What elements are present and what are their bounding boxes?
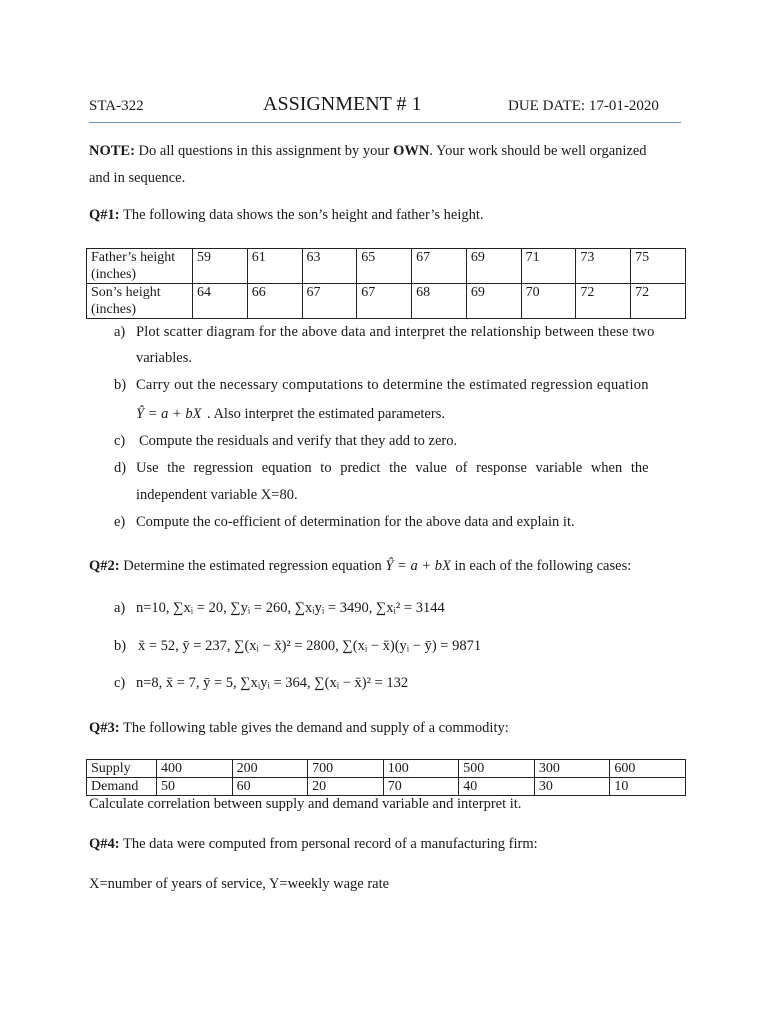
q1b-line-2: . Also interpret the estimated parameters. <box>207 406 445 422</box>
q2b-label: b) <box>114 638 127 654</box>
table-cell: 69 <box>466 249 521 284</box>
q1c-label: c) <box>114 433 126 449</box>
note-text-a: Do all questions in this assignment by your <box>134 143 394 159</box>
table-row <box>87 249 686 284</box>
table-cell: 67 <box>302 284 357 319</box>
table-cell: 30 <box>534 778 610 796</box>
q1-label: Q#1: <box>89 207 120 223</box>
q3-label: Q#3: <box>89 720 120 736</box>
course-code: STA-322 <box>89 98 144 114</box>
q2a-formula: n=10, ∑xᵢ = 20, ∑yᵢ = 260, ∑xᵢyᵢ = 3490, ∑xᵢ² = 3144 <box>136 600 445 616</box>
q1-height-table <box>86 248 686 319</box>
q1d-label: d) <box>114 460 127 476</box>
table-cell: 40 <box>459 778 535 796</box>
q3-heading <box>89 720 509 737</box>
q1b-equation: Ŷ = a + bX <box>136 406 202 422</box>
table-cell: 20 <box>308 778 384 796</box>
table-cell: 73 <box>576 249 631 284</box>
q2-text-a: Determine the estimated regression equation <box>119 558 386 574</box>
q1e-label: e) <box>114 514 126 530</box>
table-cell: 67 <box>412 249 467 284</box>
table-cell: 70 <box>383 778 459 796</box>
q1-text: The following data shows the son’s height and father’s height. <box>119 207 484 223</box>
q3-supply-demand-table <box>86 759 686 796</box>
q2a-label: a) <box>114 600 126 616</box>
note-label: NOTE: <box>89 143 135 159</box>
page-title: ASSIGNMENT # 1 <box>263 93 422 115</box>
table-cell: 700 <box>308 760 384 778</box>
table-cell: 60 <box>232 778 308 796</box>
table-row <box>87 284 686 319</box>
table-cell: 75 <box>631 249 686 284</box>
row-header: Son’s height (inches) <box>87 284 193 319</box>
table-cell: 500 <box>459 760 535 778</box>
table-cell: 65 <box>357 249 412 284</box>
due-date: DUE DATE: 17-01-2020 <box>508 98 659 114</box>
table-cell: 400 <box>157 760 233 778</box>
q1a-line-1: Plot scatter diagram for the above data and interpret the relationship between these two <box>136 324 655 340</box>
q2c-label: c) <box>114 675 126 691</box>
table-cell: 61 <box>247 249 302 284</box>
q2b-formula: x̄ = 52, ȳ = 237, ∑(xᵢ − x̄)² = 2800, ∑(xᵢ − x̄)(yᵢ − ȳ) = 9871 <box>138 638 482 654</box>
q2-label: Q#2: <box>89 558 120 574</box>
header-divider <box>89 122 681 123</box>
table-cell: 66 <box>247 284 302 319</box>
table-cell: 67 <box>357 284 412 319</box>
q1a-line-2: variables. <box>136 350 192 366</box>
q2-heading <box>89 558 631 575</box>
note-text-b: . Your work should be well organized <box>429 143 647 159</box>
table-row <box>87 778 686 796</box>
q1d-line-2: independent variable X=80. <box>136 487 298 503</box>
q4-text: The data were computed from personal record of a manufacturing firm: <box>119 836 538 852</box>
table-cell: 59 <box>193 249 248 284</box>
q1c-text: Compute the residuals and verify that they add to zero. <box>139 433 458 449</box>
table-cell: 70 <box>521 284 576 319</box>
table-cell: 50 <box>157 778 233 796</box>
q1-heading <box>89 207 484 224</box>
table-row <box>87 760 686 778</box>
q1b-label: b) <box>114 377 127 393</box>
table-cell: 63 <box>302 249 357 284</box>
q4-label: Q#4: <box>89 836 120 852</box>
q2-equation: Ŷ = a + bX <box>385 558 451 574</box>
table-cell: 64 <box>193 284 248 319</box>
q2c-formula: n=8, x̄ = 7, ȳ = 5, ∑xᵢyᵢ = 364, ∑(xᵢ − x̄)² = 132 <box>136 675 409 691</box>
table-cell: 69 <box>466 284 521 319</box>
q1b-line-1: Carry out the necessary computations to determine the estimated regression equation <box>136 377 649 393</box>
q3-instruction: Calculate correlation between supply and demand variable and interpret it. <box>89 796 522 812</box>
table-cell: 68 <box>412 284 467 319</box>
row-header: Demand <box>87 778 157 796</box>
row-header: Supply <box>87 760 157 778</box>
q4-heading <box>89 836 538 853</box>
note-line-2: and in sequence. <box>89 170 186 186</box>
table-cell: 600 <box>610 760 686 778</box>
table-cell: 300 <box>534 760 610 778</box>
table-cell: 71 <box>521 249 576 284</box>
q1e-text: Compute the co-efficient of determination for the above data and explain it. <box>136 514 575 530</box>
table-cell: 72 <box>631 284 686 319</box>
q3-text: The following table gives the demand and supply of a commodity: <box>119 720 509 736</box>
q2-text-b: in each of the following cases: <box>450 558 632 574</box>
table-cell: 72 <box>576 284 631 319</box>
row-header: Father’s height (inches) <box>87 249 193 284</box>
q1a-label: a) <box>114 324 126 340</box>
q1d-line-1: Use the regression equation to predict the value of response variable when the <box>136 460 649 476</box>
table-cell: 100 <box>383 760 459 778</box>
note-line-1 <box>89 143 647 160</box>
q4-variables: X=number of years of service, Y=weekly wage rate <box>89 876 390 892</box>
table-cell: 200 <box>232 760 308 778</box>
table-cell: 10 <box>610 778 686 796</box>
note-own: OWN <box>393 143 430 159</box>
